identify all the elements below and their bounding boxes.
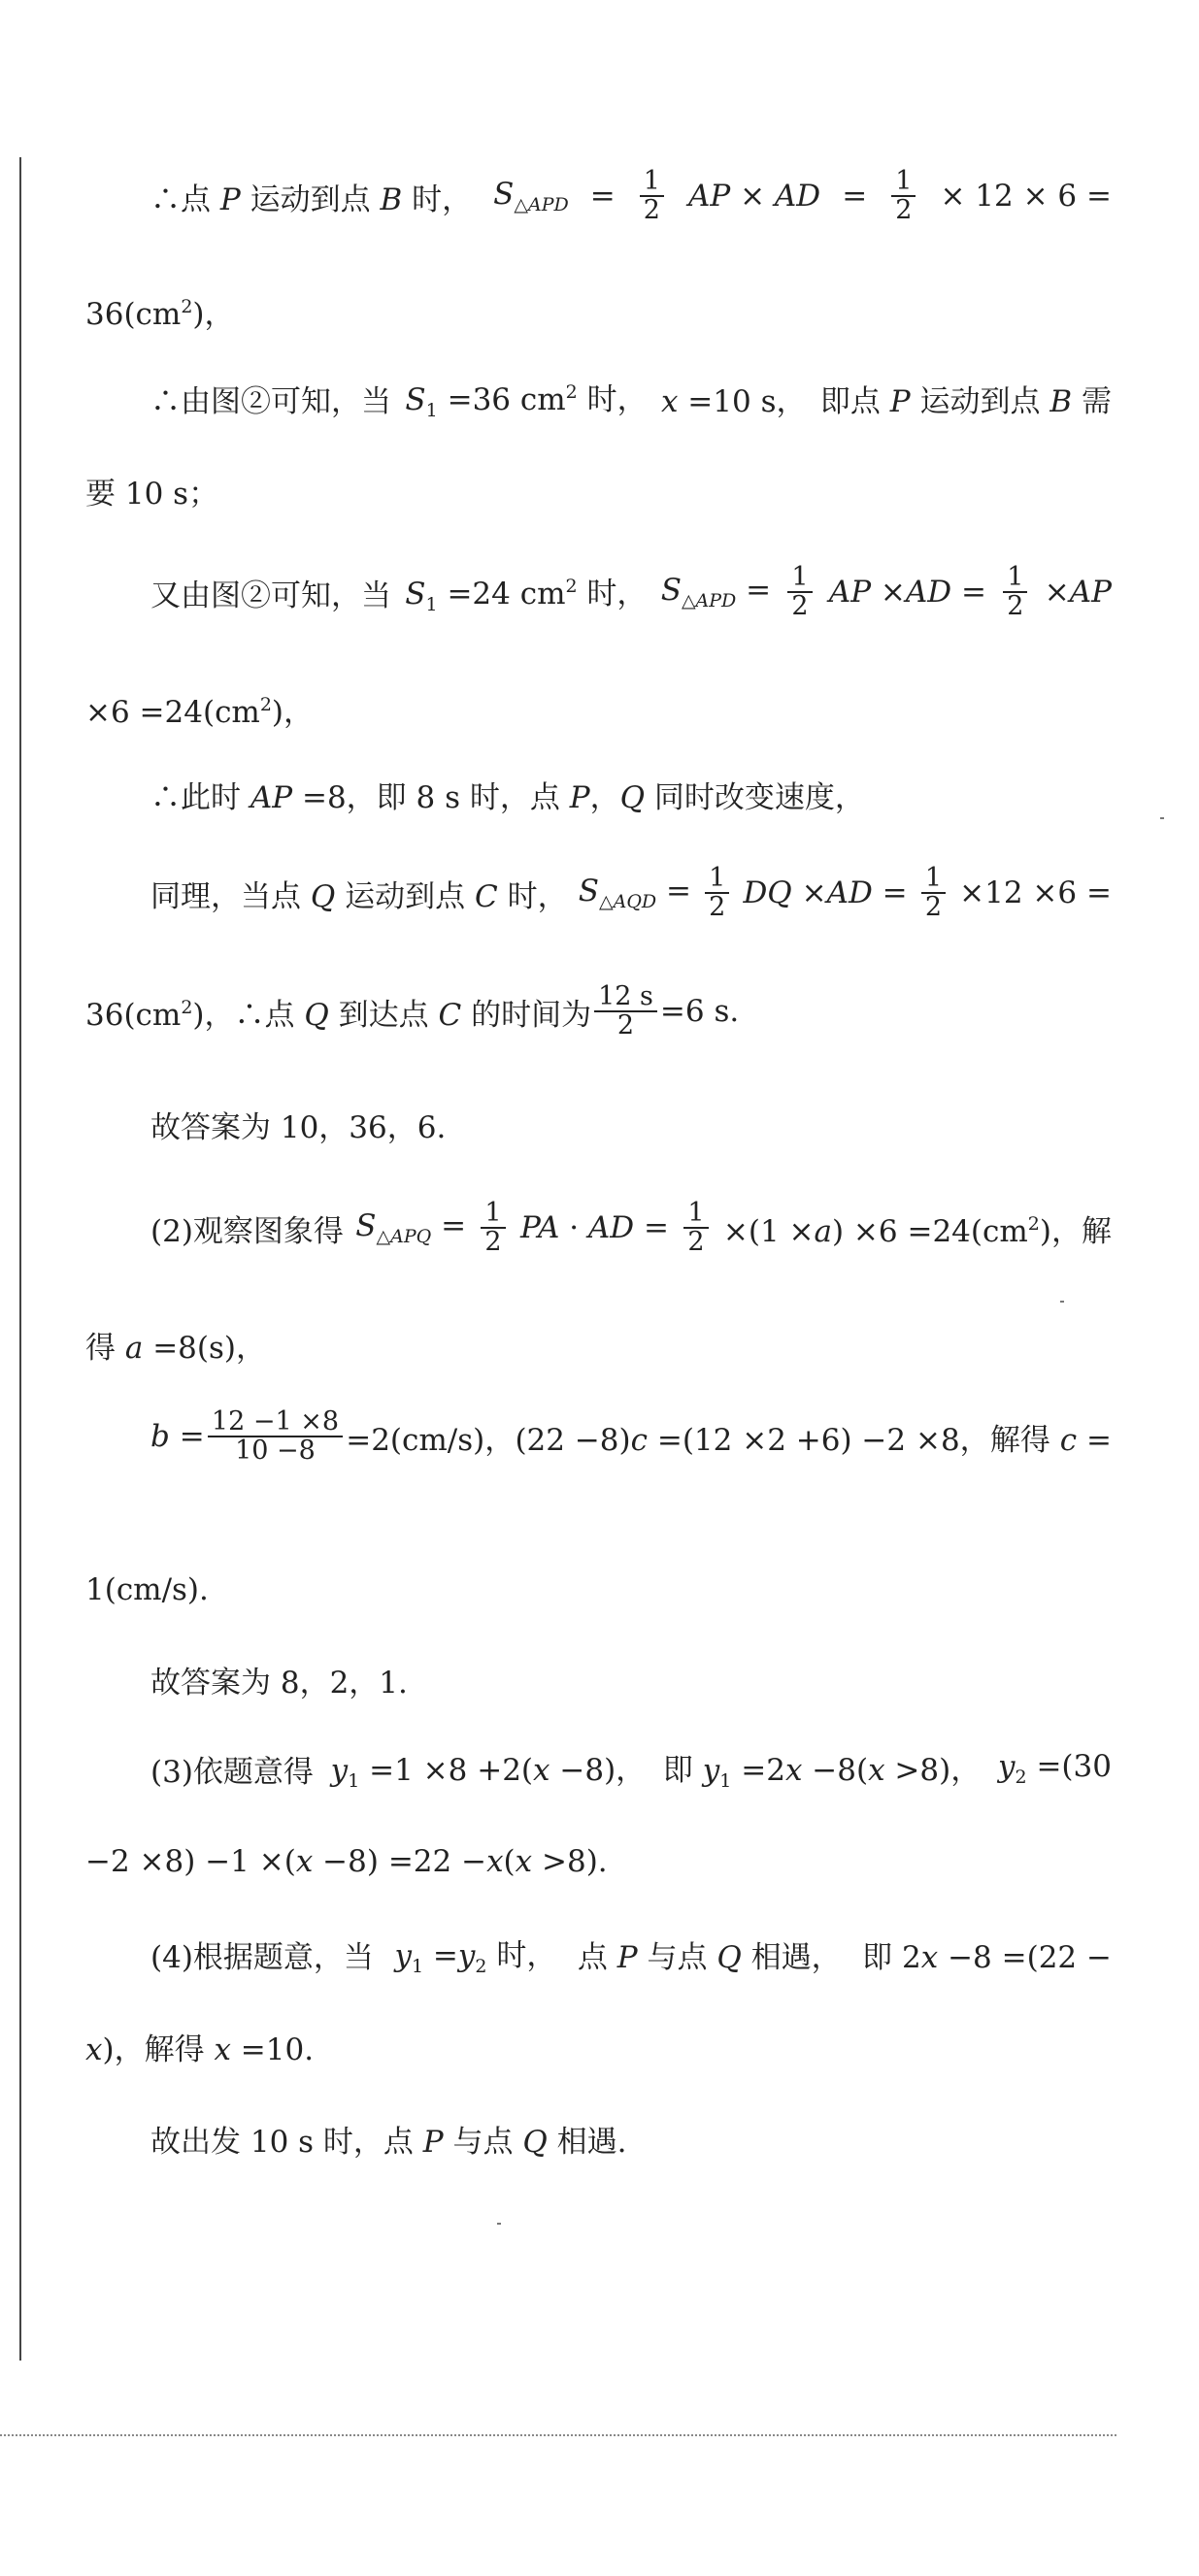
text-line-20: 故出发 10 s 时，点 P 与点 Q 相遇. (150, 2124, 627, 2160)
fraction: $\frac{1}{2}$ (787, 564, 812, 621)
fraction: $\frac{1}{2}$ (640, 168, 664, 225)
text-line-1: ∴点 P 运动到点 B 时， $S_{\triangle APD}$ = $\frac{1}{2}$ AP × AD = $\frac{1}{2}$ × 12 × 6 = (150, 165, 1112, 225)
text-line-5: 又由图②可知，当 $S_1 =24$ $cm^2$ 时， $S_{\triangle APD}$ = $\frac{1}{2}$ AP ×AD = $\frac{1}{2}$ ×AP (150, 561, 1112, 621)
text-line-12: 得 a =8(s)， (85, 1330, 266, 1366)
fraction: $\frac{1}{2}$ (891, 168, 916, 225)
text-line-18: (4)根据题意，当 $y_1 =y_2$ 时， 点 P 与点 Q 相遇， 即 2x −8 =(22 − (150, 1938, 1112, 1977)
fraction: $\frac{1}{2}$ (683, 1200, 708, 1257)
fraction: $\frac{1}{2}$ (1003, 564, 1027, 621)
text-line-2: $36(cm^2)$， (85, 295, 235, 332)
fraction: $\frac{1}{2}$ (481, 1200, 505, 1257)
text-line-17: −2 ×8) −1 ×(x −8) =22 −x(x >8). (85, 1844, 608, 1879)
text-line-19: x)，解得 x =10. (85, 2031, 315, 2067)
text-line-11: (2)观察图象得 $S_{\triangle APQ}$ = $\frac{1}{2}$ PA · AD = $\frac{1}{2}$ $\times(1 \times a) \times 6 =24(cm^2)$，解 (150, 1197, 1112, 1257)
text-line-14: 1(cm/s). (85, 1572, 209, 1607)
fraction: $\frac{1}{2}$ (705, 865, 729, 922)
left-margin-rule (19, 157, 21, 2361)
scan-speck (1160, 817, 1164, 819)
fraction: $\frac{12 -1 \times 8}{10 -8}$ (208, 1408, 343, 1466)
fraction: $\frac{12 s}{2}$ (594, 983, 657, 1040)
text-line-10: 故答案为 10，36，6. (150, 1109, 447, 1145)
text-line-3: ∴由图②可知，当 $S_1 =36$ $cm^2$ 时， x =10 s， 即点 P 运动到点 B 需 (150, 381, 1112, 421)
text-line-9: $36(cm^2)$，∴点 Q 到达点 C 的时间为 $\frac{12 s}{2}$ =6 s. (85, 980, 740, 1040)
scan-speck (1060, 1301, 1064, 1303)
text-line-16: (3)依题意得 $y_1 =1 \times 8 +2(x -8)$， 即 $y_1 =2x -8(x >8)$， $y_2 =(30$ (150, 1749, 1112, 1792)
fraction: $\frac{1}{2}$ (921, 865, 946, 922)
text-line-15: 故答案为 8，2，1. (150, 1665, 408, 1701)
text-line-13: b = $\frac{12 -1 \times 8}{10 -8}$ =2(cm/s)， (22 −8)c =(12 ×2 +6) −2 ×8， 解得 c = (150, 1405, 1112, 1466)
text-line-7: ∴此时 AP =8，即 8 s 时，点 P，Q 同时改变速度， (150, 779, 865, 815)
bottom-dotted-rule (0, 2434, 1116, 2436)
scan-speck (497, 2223, 501, 2225)
text-line-8: 同理，当点 Q 运动到点 C 时， $S_{\triangle AQD}$ = $\frac{1}{2}$ DQ ×AD = $\frac{1}{2}$ ×12 ×6 = (150, 862, 1112, 922)
text-line-4: 要 10 s； (85, 476, 219, 512)
text-line-6: $\times 6 =24(cm^2)$， (85, 693, 315, 730)
